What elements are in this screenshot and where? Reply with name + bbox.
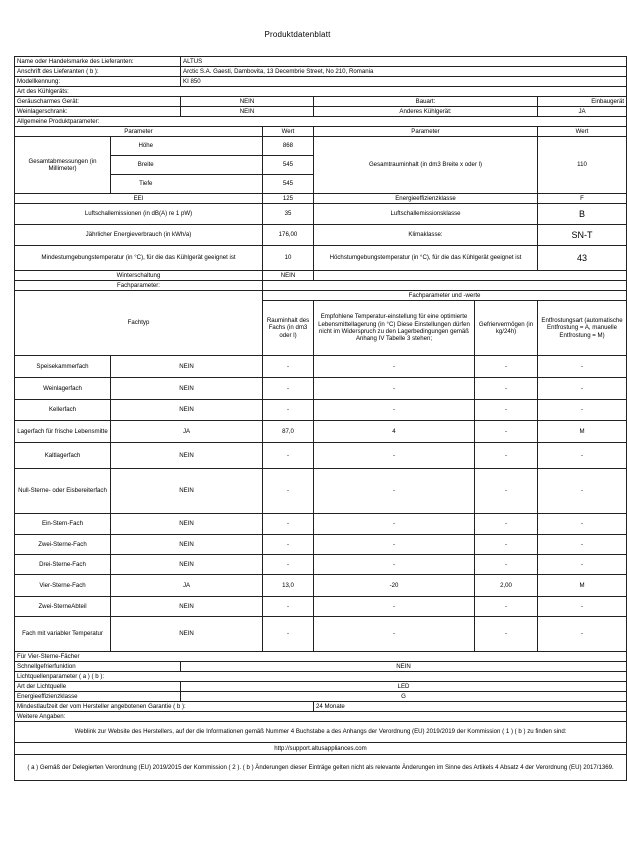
table-row [15, 514, 627, 535]
supplier-address-label: Anschrift des Lieferanten ( b ): [15, 67, 181, 77]
compartment-temp: - [314, 617, 475, 652]
max-temp-value: 43 [538, 246, 627, 271]
wine-value: NEIN [181, 107, 314, 117]
compartment-volume: - [263, 400, 314, 421]
compartment-temp: 4 [314, 421, 475, 443]
compartment-volume: 87,0 [263, 421, 314, 443]
general-column-headers [15, 127, 627, 137]
design-value: Einbaugerät [538, 97, 627, 107]
compartment-present: NEIN [111, 514, 263, 535]
compartment-volume: - [263, 378, 314, 400]
light-heading-row [15, 672, 627, 682]
compartment-freeze: - [475, 469, 538, 514]
type-heading: Art des Kühlgeräts: [15, 87, 627, 97]
light-class-label: Energieeffizienzklasse [15, 692, 181, 702]
dimensions-label: Gesamtabmessungen (in Millimeter) [15, 137, 111, 194]
compartment-name: Kellerfach [15, 400, 111, 421]
table-row [15, 575, 627, 597]
compartment-volume: 13,0 [263, 575, 314, 597]
compartment-defrost: - [538, 400, 627, 421]
consumption-row [15, 225, 627, 246]
compartment-freeze-header: Gefriervermögen (in kg/24h) [475, 301, 538, 356]
product-data-table [14, 56, 627, 781]
compartment-present: NEIN [111, 555, 263, 575]
compartment-freeze: - [475, 514, 538, 535]
compartment-present: NEIN [111, 617, 263, 652]
compartment-defrost: M [538, 421, 627, 443]
compartment-freeze: - [475, 617, 538, 652]
table-row [15, 555, 627, 575]
compartment-volume: - [263, 356, 314, 378]
model-value: KI 850 [181, 77, 627, 87]
further-heading-row [15, 712, 627, 722]
compartment-present: JA [111, 575, 263, 597]
compartment-present: NEIN [111, 469, 263, 514]
four-star-heading: Für Vier-Sterne-Fächer [15, 652, 627, 662]
temperature-row [15, 246, 627, 271]
light-class-row [15, 692, 627, 702]
compartment-defrost: - [538, 535, 627, 555]
compartment-temp: - [314, 469, 475, 514]
compartment-type-header: Fachtyp [15, 291, 263, 356]
compartment-volume-header: Rauminhalt des Fachs (in dm3 oder l) [263, 301, 314, 356]
compartment-defrost: M [538, 575, 627, 597]
supplier-address-value: Arctic S.A. Gaesti, Dambovita, 13 Decembrie Street, No 210, Romania [181, 67, 627, 77]
warranty-value: 24 Monate [314, 702, 627, 712]
compartment-freeze: - [475, 597, 538, 617]
footnote-row [15, 755, 627, 781]
compartment-freeze: - [475, 356, 538, 378]
compartment-volume: - [263, 514, 314, 535]
compartment-present: NEIN [111, 597, 263, 617]
compartment-volume: - [263, 469, 314, 514]
min-temp-value: 10 [263, 246, 314, 271]
compartment-defrost-header: Entfrostungsart (automatische Entfrostung = A, manuelle Entfrostung = M) [538, 301, 627, 356]
compartment-name: Fach mit variabler Temperatur [15, 617, 111, 652]
four-star-heading-row [15, 652, 627, 662]
compartment-temp: - [314, 597, 475, 617]
compartment-name: Kaltlagerfach [15, 443, 111, 469]
compartment-freeze: - [475, 378, 538, 400]
compartment-present: NEIN [111, 356, 263, 378]
light-type-label: Art der Lichtquelle [15, 682, 181, 692]
weblink-text-row [15, 722, 627, 743]
compartment-defrost: - [538, 443, 627, 469]
compartment-name: Lagerfach für frische Lebensmitte [15, 421, 111, 443]
noise-value: 35 [263, 204, 314, 225]
other-label: Anderes Kühlgerät: [314, 107, 538, 117]
light-type-value: LED [181, 682, 627, 692]
compartment-group-heading: Fachparameter und -werte [263, 291, 627, 301]
compartment-group-row [15, 291, 627, 301]
compartment-defrost: - [538, 597, 627, 617]
compartment-temp: - [314, 378, 475, 400]
table-row [15, 421, 627, 443]
general-heading-row [15, 117, 627, 127]
compartment-volume: - [263, 617, 314, 652]
light-class-value: G [181, 692, 627, 702]
compartment-defrost: - [538, 469, 627, 514]
footnote: ( a ) Gemäß der Delegierten Verordnung (EU) 2019/2015 der Kommission ( 2 ). ( b ) Änderungen dieser Einträge gelten nicht als relevante Änderungen im Sinne des Artikels 4 Absatz 4 der Verordnung (EU) 2017/1369. [15, 755, 627, 781]
compartment-present: NEIN [111, 535, 263, 555]
eei-row [15, 194, 627, 204]
depth-label: Tiefe [111, 175, 181, 194]
energy-class-value: F [538, 194, 627, 204]
light-heading: Lichtquellenparameter ( a ) ( b ): [15, 672, 627, 682]
general-heading: Allgemeine Produktparameter: [15, 117, 627, 127]
max-temp-label: Höchstumgebungstemperatur (in °C), für die das Kühlgerät geeignet ist [314, 246, 538, 271]
compartment-present: JA [111, 421, 263, 443]
type-heading-row [15, 87, 627, 97]
winter-row [15, 271, 627, 281]
compartment-temp-header: Empfohlene Temperatur-einstellung für eine optimierte Lebensmittellagerung (in °C) Diese Einstellungen dürfen nicht im Widerspruch zu den Lagerbedingungen gemäß Anhang IV Tabelle 3 stehen; [314, 301, 475, 356]
table-row [15, 469, 627, 514]
supplier-address-row [15, 67, 627, 77]
design-label: Bauart: [314, 97, 538, 107]
winter-label: Winterschaltung [15, 271, 263, 281]
supplier-name-row [15, 57, 627, 67]
weblink-text: Weblink zur Website des Herstellers, auf der die Informationen gemäß Nummer 4 Buchstabe a des Anhangs der Verordnung (EU) 2019/2019 der Kommission ( 1 ) ( b ) zu finden sind: [15, 722, 627, 743]
quick-freeze-row [15, 662, 627, 672]
compartment-freeze: - [475, 443, 538, 469]
table-row [15, 617, 627, 652]
model-row [15, 77, 627, 87]
compartment-freeze: - [475, 421, 538, 443]
compartment-name: Ein-Stern-Fach [15, 514, 111, 535]
compartment-volume: - [263, 535, 314, 555]
volume-value: 110 [538, 137, 627, 194]
noise-class-label: Luftschallemissionsklasse [314, 204, 538, 225]
quick-freeze-value: NEIN [181, 662, 627, 672]
compartment-temp: - [314, 356, 475, 378]
compartment-heading-row [15, 281, 627, 291]
param-header-left: Parameter [15, 127, 263, 137]
model-label: Modellkennung: [15, 77, 181, 87]
min-temp-label: Mindestumgebungstemperatur (in °C), für die das Kühlgerät geeignet ist [15, 246, 263, 271]
table-row [15, 597, 627, 617]
compartment-name: Drei-Sterne-Fach [15, 555, 111, 575]
compartment-name: Speisekammerfach [15, 356, 111, 378]
table-row [15, 535, 627, 555]
compartment-defrost: - [538, 514, 627, 535]
further-heading: Weitere Angaben: [15, 712, 627, 722]
depth-value: 545 [263, 175, 314, 194]
climate-value: SN-T [538, 225, 627, 246]
compartment-present: NEIN [111, 378, 263, 400]
consumption-label: Jährlicher Energieverbrauch (in kWh/a) [15, 225, 263, 246]
table-row [15, 378, 627, 400]
width-label: Breite [111, 156, 181, 175]
compartment-temp: -20 [314, 575, 475, 597]
compartment-freeze: 2,00 [475, 575, 538, 597]
other-value: JA [538, 107, 627, 117]
compartment-name: Null-Sterne- oder Eisbereiterfach [15, 469, 111, 514]
compartment-defrost: - [538, 356, 627, 378]
low-noise-row [15, 97, 627, 107]
table-row [15, 356, 627, 378]
warranty-label: Mindestlaufzeit der vom Hersteller angebotenen Garantie ( b ): [15, 702, 314, 712]
warranty-row [15, 702, 627, 712]
height-row [15, 137, 627, 156]
noise-row [15, 204, 627, 225]
quick-freeze-label: Schnellgefrierfunktion [15, 662, 181, 672]
document-title: Produktdatenblatt [264, 30, 331, 39]
compartment-defrost: - [538, 378, 627, 400]
wine-row [15, 107, 627, 117]
compartment-heading: Fachparameter: [15, 281, 263, 291]
param-header-right: Parameter [314, 127, 538, 137]
compartment-temp: - [314, 535, 475, 555]
compartment-temp: - [314, 443, 475, 469]
compartment-defrost: - [538, 555, 627, 575]
compartment-present: NEIN [111, 400, 263, 421]
height-value: 868 [263, 137, 314, 156]
low-noise-value: NEIN [181, 97, 314, 107]
compartment-volume: - [263, 597, 314, 617]
compartment-name: Vier-Sterne-Fach [15, 575, 111, 597]
supplier-name-value: ALTUS [181, 57, 627, 67]
table-row [15, 400, 627, 421]
compartment-defrost: - [538, 617, 627, 652]
supplier-name-label: Name oder Handelsmarke des Lieferanten: [15, 57, 181, 67]
width-value: 545 [263, 156, 314, 175]
consumption-value: 176,00 [263, 225, 314, 246]
compartment-name: Weinlagerfach [15, 378, 111, 400]
wine-label: Weinlagerschrank: [15, 107, 181, 117]
winter-value: NEIN [263, 271, 314, 281]
eei-value: 125 [263, 194, 314, 204]
compartment-temp: - [314, 400, 475, 421]
noise-class-value: B [538, 204, 627, 225]
compartment-freeze: - [475, 555, 538, 575]
compartment-volume: - [263, 555, 314, 575]
value-header-left: Wert [263, 127, 314, 137]
weblink-url-row [15, 743, 627, 755]
compartment-volume: - [263, 443, 314, 469]
compartment-present: NEIN [111, 443, 263, 469]
eei-label: EEI [15, 194, 263, 204]
compartment-temp: - [314, 555, 475, 575]
table-row [15, 443, 627, 469]
compartment-freeze: - [475, 400, 538, 421]
height-label: Höhe [111, 137, 181, 156]
climate-label: Klimaklasse: [314, 225, 538, 246]
compartment-name: Zwei-Sterne-Fach [15, 535, 111, 555]
manufacturer-link[interactable]: http://support.altusappliances.com [274, 744, 367, 752]
compartment-freeze: - [475, 535, 538, 555]
energy-class-label: Energieeffizienzklasse [314, 194, 538, 204]
compartment-name: Zwei-SterneAbteil [15, 597, 111, 617]
volume-label: Gesamtrauminhalt (in dm3 Breite x oder l) [314, 137, 538, 194]
noise-label: Luftschallemissionen (in dB(A) re 1 pW) [15, 204, 263, 225]
value-header-right: Wert [538, 127, 627, 137]
light-type-row [15, 682, 627, 692]
low-noise-label: Geräuscharmes Gerät: [15, 97, 181, 107]
compartment-temp: - [314, 514, 475, 535]
